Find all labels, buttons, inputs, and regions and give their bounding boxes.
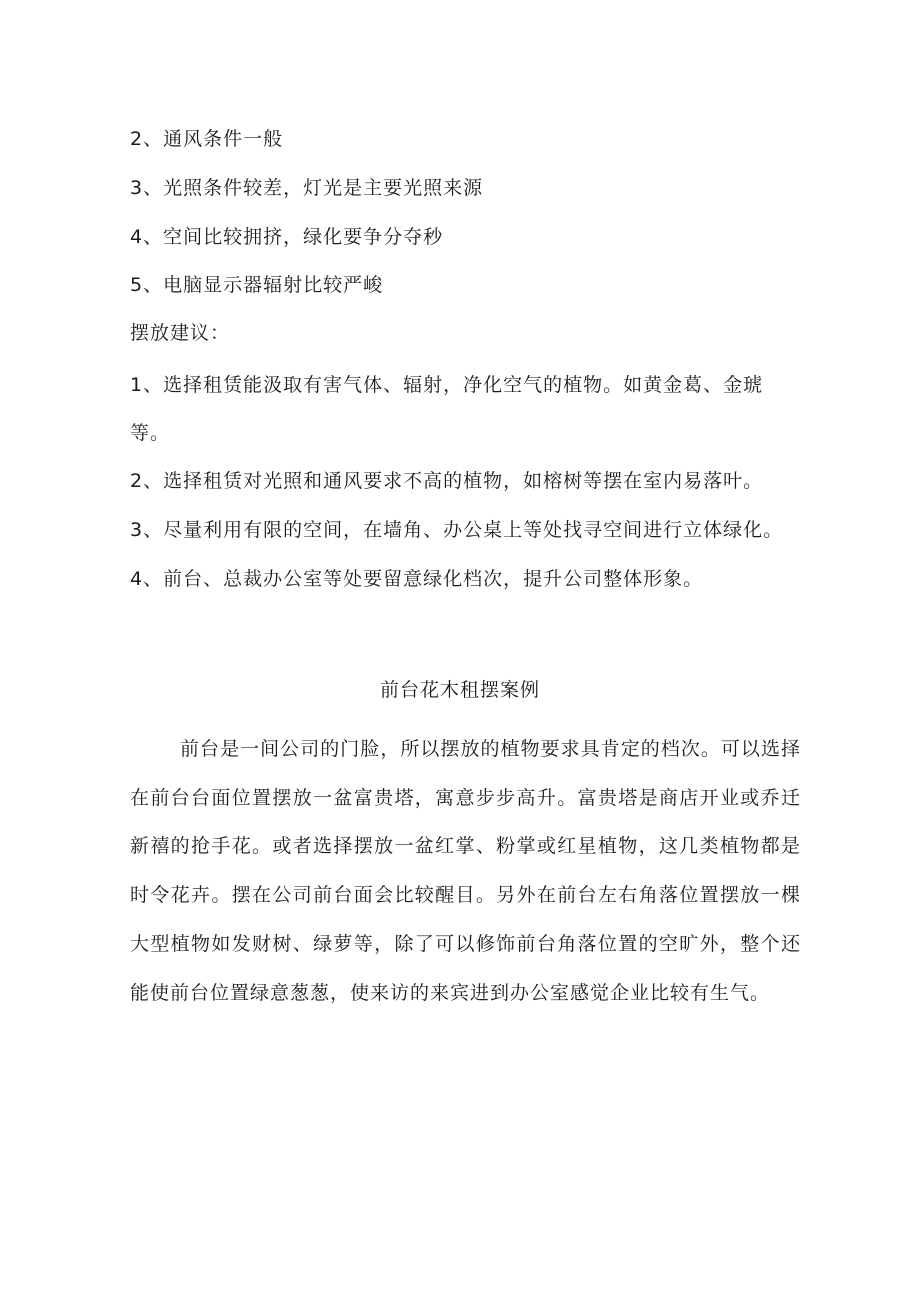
condition-item-2: 2、通风条件一般 — [130, 128, 284, 150]
case-paragraph-line-6: 能使前台位置绿意葱葱，使来访的来宾进到办公室感觉企业比较有生气。 — [130, 982, 771, 1004]
case-paragraph-line-1: 前台是一间公司的门脸，所以摆放的植物要求具肯定的档次。可以选择 — [180, 738, 800, 760]
suggestions-heading: 摆放建议： — [130, 322, 231, 344]
suggestion-item-2: 2、选择租赁对光照和通风要求不高的植物，如榕树等摆在室内易落叶。 — [130, 470, 764, 492]
case-paragraph-line-2: 在前台台面位置摆放一盆富贵塔，寓意步步高升。富贵塔是商店开业或乔迁 — [130, 787, 800, 809]
case-section-title: 前台花木租摆案例 — [379, 679, 540, 701]
case-paragraph-line-5: 大型植物如发财树、绿萝等，除了可以修饰前台角落位置的空旷外，整个还 — [130, 933, 800, 955]
suggestion-item-4: 4、前台、总裁办公室等处要留意绿化档次，提升公司整体形象。 — [130, 568, 704, 590]
condition-item-4: 4、空间比较拥挤，绿化要争分夺秒 — [130, 226, 444, 248]
suggestion-item-3: 3、尽量利用有限的空间，在墙角、办公桌上等处找寻空间进行立体绿化。 — [130, 519, 784, 541]
suggestion-item-1-line-1: 1、选择租赁能汲取有害气体、辐射，净化空气的植物。如黄金葛、金琥 — [130, 374, 764, 396]
case-paragraph-line-3: 新禧的抢手花。或者选择摆放一盆红掌、粉掌或红星植物，这几类植物都是 — [130, 835, 800, 857]
condition-item-5: 5、电脑显示器辐射比较严峻 — [130, 274, 384, 296]
condition-item-3: 3、光照条件较差，灯光是主要光照来源 — [130, 177, 484, 199]
suggestion-item-1-line-2: 等。 — [130, 422, 171, 444]
case-paragraph-line-4: 时令花卉。摆在公司前台面会比较醒目。另外在前台左右角落位置摆放一棵 — [130, 884, 800, 906]
